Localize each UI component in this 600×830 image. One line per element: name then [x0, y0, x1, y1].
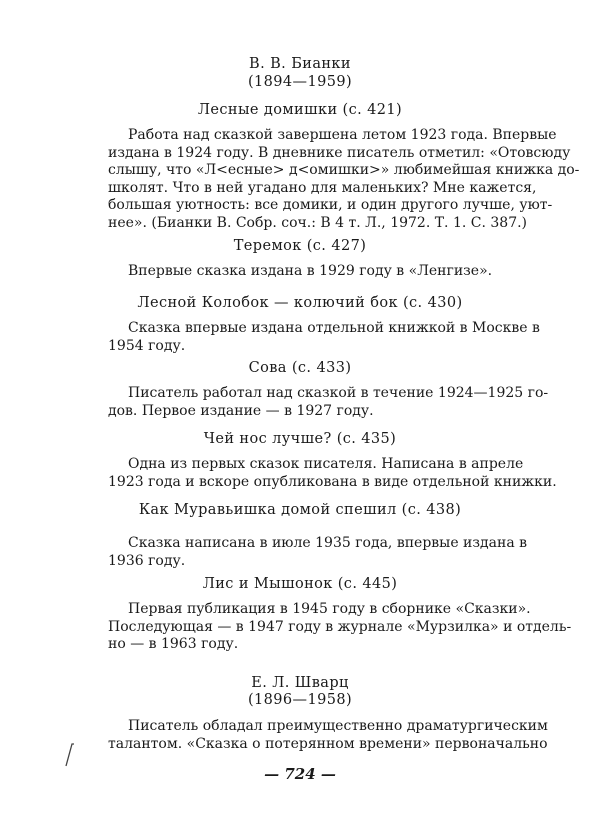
text-line: Писатель обладал преимущественно драматургическим [128, 718, 548, 734]
text-line: но — в 1963 году. [108, 636, 239, 652]
text-line: Первая публикация в 1945 году в сборнике «Сказки». [128, 601, 531, 617]
text-line: талантом. «Сказка о потерянном времени» первоначально [108, 735, 548, 752]
text-line: Впервые сказка издана в 1929 году в «Ленгизе». [128, 263, 493, 279]
section-title: Чей нос лучше? (с. 435) [203, 431, 397, 447]
section-title: Лесной Колобок — колючий бок (с. 430) [137, 295, 463, 311]
text-line: Одна из первых сказок писателя. Написана в апреле [128, 456, 524, 472]
text-line: Сказка впервые издана отдельной книжкой в Москве в [128, 320, 540, 336]
section-text [108, 385, 549, 420]
text-line: дов. Первое издание — в 1927 году. [108, 402, 374, 419]
text-line: Последующая — в 1947 году в журнале «Мурзилка» и отдель- [108, 618, 572, 635]
section-text [108, 320, 540, 355]
section-text [108, 263, 520, 281]
text-line: издана в 1924 году. В дневнике писатель отметил: «Отовсюду [108, 144, 571, 161]
pencil-mark [60, 728, 80, 768]
author-years: (1896—1958) [247, 692, 353, 708]
section-title: Лесные домишки (с. 421) [197, 102, 403, 118]
text-line: слышу, что «Л<есные> д<омишки>» любимейшая книжка до- [108, 162, 580, 178]
text-line: большая уютность: все домики, и один другого лучше, уют- [108, 197, 553, 213]
section-text [108, 601, 572, 654]
section-text [108, 535, 527, 570]
text-line: Писатель работал над сказкой в течение 1924—1925 го- [128, 385, 549, 401]
text-line: Сказка написана в июле 1935 года, впервые издана в [128, 535, 527, 551]
section-title: Лис и Мышонок (с. 445) [202, 576, 398, 592]
section-title: Как Муравьишка домой спешил (с. 438) [138, 502, 462, 518]
text-line: 1954 году. [108, 337, 186, 354]
text-line: школят. Что в ней угадано для маленьких? Мне кажется, [108, 179, 537, 196]
author-name: Е. Л. Шварц [251, 675, 349, 691]
section-text [108, 456, 557, 491]
text-line: Работа над сказкой завершена летом 1923 года. Впервые [128, 127, 557, 143]
author-name: В. В. Бианки [249, 56, 351, 72]
section-title: Сова (с. 433) [248, 360, 352, 376]
page-number: — 724 — [264, 765, 336, 783]
text-line: 1936 году. [108, 552, 186, 569]
text-line: 1923 года и вскоре опубликована в виде отдельной книжки. [108, 473, 557, 490]
section-title: Теремок (с. 427) [233, 238, 367, 254]
section-text [108, 718, 548, 753]
author-years: (1894—1959) [247, 74, 353, 90]
section-text [108, 127, 580, 232]
text-line: нее». (Бианки В. Собр. соч.: В 4 т. Л., 1972. Т. 1. С. 387.) [108, 214, 528, 231]
